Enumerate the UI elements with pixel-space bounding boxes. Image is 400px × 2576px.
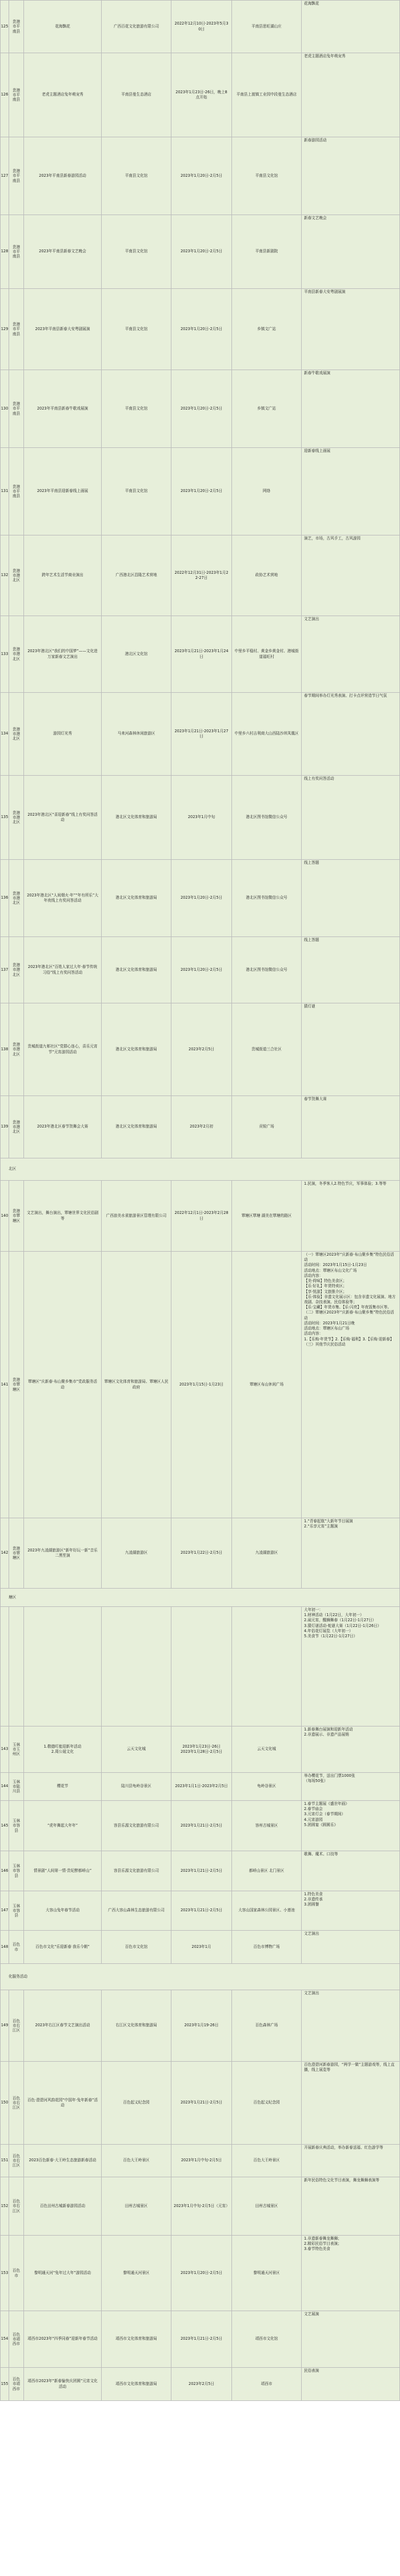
row-city: 贵港市港北区 [9, 693, 24, 776]
activity-place: 都峤山景区 北门景区 [232, 1851, 302, 1891]
organizer: 港北区文化馆 [102, 616, 171, 693]
activity-detail: 线上答题 [302, 860, 400, 937]
row-number: 148 [0, 1931, 9, 1964]
activity-time: 2022年12月1日-2023年2月28日 [171, 1181, 232, 1252]
row-city: 百色市靖西市 [9, 2368, 24, 2401]
row-number: 150 [0, 2062, 9, 2145]
activity-detail: 线上答题 [302, 937, 400, 1003]
activity-place: 覃塘区布山休闲广场 [232, 1252, 302, 1518]
row-number: 126 [0, 53, 9, 137]
activity-place: 龟岭谷景区 [232, 1773, 302, 1801]
activity-detail: 开展新春庆典活动，举办新春送福、红色游学等 [302, 2145, 400, 2177]
activity-name: 2023年平南县迎新春线上画展 [24, 448, 102, 535]
row-city: 贵港市港北区 [9, 535, 24, 616]
activity-name: 2023年右江区春节文艺演出活动 [24, 1990, 102, 2062]
activity-detail: 百色澄碧河新春游园，“两学一做”主题游戏等，线上直播，线上展览等 [302, 2062, 400, 2145]
row-number: 139 [0, 1096, 9, 1158]
activity-place: 靖西市 [232, 2368, 302, 2401]
row-number: 132 [0, 535, 9, 616]
activity-name: 百色·澄碧河风韵花园“中国年·兔年新春”活动 [24, 2062, 102, 2145]
activity-detail: 新春文艺晚会 [302, 215, 400, 289]
activity-detail: 新春牛歌戏展演 [302, 370, 400, 448]
row-number: 129 [0, 289, 9, 370]
row-city: 玉林市容县 [9, 1851, 24, 1891]
activity-name: 2023年港北区“我们的中国梦”——文化进万家新春文艺演出 [24, 616, 102, 693]
organizer: 港北区文化体育和旅游局 [102, 937, 171, 1003]
activity-detail: 新春游园活动 [302, 137, 400, 215]
activity-place: 百色市博物广场 [232, 1931, 302, 1964]
activity-place: 百色大王岭景区 [232, 2145, 302, 2177]
row-city: 贵港市港北区 [9, 616, 24, 693]
row-number: 136 [0, 860, 9, 937]
section-separator: 北区 [0, 1158, 400, 1181]
activity-name: 2023年平南县新春大安粤剧展演 [24, 289, 102, 370]
activity-time: 2023年1月21日-2月5日 [171, 1891, 232, 1931]
activity-time: 2023年1月中旬 [171, 776, 232, 860]
row-city: 贵港市港北区 [9, 776, 24, 860]
row-number: 125 [0, 0, 9, 53]
activity-detail: 春节期间举办灯光秀表演、打卡点评营造节日气氛 [302, 693, 400, 776]
row-number: 152 [0, 2177, 9, 2236]
activity-name [24, 1607, 102, 1726]
organizer [102, 1607, 171, 1726]
organizer: 覃塘区文化体育和旅游局、覃塘区人民政府 [102, 1252, 171, 1518]
activity-name: 2023年港北区“人间烟火·年”“年有所乐”大年夜线上有奖问答活动 [24, 860, 102, 937]
row-city: 贵港市平南县 [9, 370, 24, 448]
activity-time: 2023年1月20日-2月5日 [171, 937, 232, 1003]
activity-name: 2023年九凌湖旅游区“新年好玩一新”音乐二黑笙演 [24, 1518, 102, 1589]
activity-name: 2023百色新春·大王岭生态旅游新春活动 [24, 2145, 102, 2177]
organizer: 右江区文化体育和旅游局 [102, 1990, 171, 2062]
activity-place: 大容山国家森林公园景区、小莲池 [232, 1891, 302, 1931]
activity-place: 平南县上渡镇工业园中段曼生态酒店 [232, 53, 302, 137]
organizer: 广西大容山森林生态旅游有限公司 [102, 1891, 171, 1931]
row-number: 143 [0, 1726, 9, 1773]
activity-time: 2022年12月31日-2023年1月22-27日 [171, 535, 232, 616]
organizer: 靖西市文化体育和旅游局 [102, 2368, 171, 2401]
row-number: 131 [0, 448, 9, 535]
activity-name: 樱花节 [24, 1773, 102, 1801]
activity-time: 2023年1月22日-2月5日 [171, 1518, 232, 1589]
activity-place: 乡镇文广站 [232, 370, 302, 448]
activity-place: 中里乡平稳村、黄金乡黄金村、港城街道福旺村 [232, 616, 302, 693]
row-number: 137 [0, 937, 9, 1003]
activity-time: 2023年2月5日 [171, 2368, 232, 2401]
activity-place [232, 1607, 302, 1726]
row-city: 玉林市容县 [9, 1801, 24, 1851]
row-number: 154 [0, 2311, 9, 2368]
activity-detail: 民俗表演 [302, 2368, 400, 2401]
section-separator: 化服务活动 [0, 1964, 400, 1990]
row-city: 百色市右江区 [9, 2062, 24, 2145]
row-number: 149 [0, 1990, 9, 2062]
activity-place: 港北区图书馆微信公众号 [232, 860, 302, 937]
row-city: 贵港市港北区 [9, 937, 24, 1003]
activity-place: 田州古城景区 [232, 2177, 302, 2236]
row-city [9, 1607, 24, 1726]
activity-place: 贡锐广场 [232, 1096, 302, 1158]
organizer: 平南县文化馆 [102, 137, 171, 215]
row-city: 贵港市平南县 [9, 53, 24, 137]
activity-name: 1.敬德叮能迎新年活动 2.周公诞文化 [24, 1726, 102, 1773]
activity-name: 2023年平南县新春文艺晚会 [24, 215, 102, 289]
activity-time: 2023年1月20日-2月5日 [171, 215, 232, 289]
organizer: 平南县文化馆 [102, 215, 171, 289]
row-city: 百色市 [9, 2236, 24, 2311]
activity-time: 2023年2月5日 [171, 1003, 232, 1096]
activity-name: 跨年艺术生活节商业演出 [24, 535, 102, 616]
organizer: 广西港北区昌隆艺术营地 [102, 535, 171, 616]
row-number: 153 [0, 2236, 9, 2311]
activity-detail: 花海飘花 [302, 0, 400, 53]
row-city: 贵港市平南县 [9, 0, 24, 53]
activity-time: 2023年1月21日-2023年1月27日 [171, 693, 232, 776]
activity-time: 2023年1月23日-26日，晚上8点开始 [171, 53, 232, 137]
organizer: 港北区文化体育和旅游局 [102, 776, 171, 860]
activity-place: 百色起义纪念园 [232, 2062, 302, 2145]
activity-name: 2023年平南县新春游园活动 [24, 137, 102, 215]
row-city: 贵港市平南县 [9, 215, 24, 289]
row-number [0, 1607, 9, 1726]
row-city: 贵港市覃塘区 [9, 1252, 24, 1518]
organizer: 港北区文化体育和旅游局 [102, 1096, 171, 1158]
activity-place: 百色森林广场 [232, 1990, 302, 2062]
organizer: 平南县曼生态酒店 [102, 53, 171, 137]
activity-place: 云天文化城 [232, 1726, 302, 1773]
activity-detail: 文艺展演 [302, 2311, 400, 2368]
activity-name: 情景剧“人间第一情·贵妃醉都峤山” [24, 1851, 102, 1891]
activity-detail: 文艺演出 [302, 1931, 400, 1964]
row-city: 贵港市平南县 [9, 137, 24, 215]
activity-time: 2023年1月23日-26日 2023年1月28日-2月5日 [171, 1726, 232, 1773]
organizer: 云天文化城 [102, 1726, 171, 1773]
activity-detail: 春节贺舞大赛 [302, 1096, 400, 1158]
activity-time: 2023年1月20日-2月5日 [171, 137, 232, 215]
row-city: 贵港市港北区 [9, 860, 24, 937]
activity-name: 2023年港北区“百姓人家过大年·春节传统习俗”线上有奖问答活动 [24, 937, 102, 1003]
activity-time: 2023年1月20日-2月5日 [171, 860, 232, 937]
row-number: 146 [0, 1851, 9, 1891]
activity-detail: 新年民俗特色文化节目表演，舞龙舞狮表演等 [302, 2177, 400, 2236]
organizer: 九凌湖旅游区 [102, 1518, 171, 1589]
activity-name: 文艺演出，舞台演出，覃塘世界文化民俗剧等 [24, 1181, 102, 1252]
activity-time: 2023年1月21日-2月5日 [171, 1851, 232, 1891]
section-separator: 塘区 [0, 1589, 400, 1607]
organizer: 平南县文化馆 [102, 448, 171, 535]
row-city: 贵港市平南县 [9, 448, 24, 535]
activity-time: 2023年1月21日-2023年1月24日 [171, 616, 232, 693]
organizer: 百色市文化馆 [102, 1931, 171, 1964]
row-number: 141 [0, 1252, 9, 1518]
row-city: 百色市靖西市 [9, 2311, 24, 2368]
activity-time: 2023年1月 [171, 1931, 232, 1964]
row-number: 144 [0, 1773, 9, 1801]
activity-detail: 演艺，市场，古风手工，古风游园 [302, 535, 400, 616]
activity-detail: 迎新春线上画展 [302, 448, 400, 535]
row-number: 134 [0, 693, 9, 776]
activity-place: 贵城街道三合社区 [232, 1003, 302, 1096]
row-city: 贵港市港北区 [9, 1096, 24, 1158]
activity-name: 百色市文化“乐迎新春 我乐今朝” [24, 1931, 102, 1964]
row-city: 贵港市平南县 [9, 289, 24, 370]
organizer: 港北区文化体育和旅游局 [102, 860, 171, 937]
activity-detail: （一）覃塘区2023年“庆新春·布山聚乡集”特色民俗活动 活动时间：2023年1月15日-1月23日 活动地点：覃塘区布山文化广场 活动内容： 【美·荷味】特色美食区； 【乐·好礼】年货特卖区； 【享·悦游】文旅推介区； 【乐·体验】非遗文化展示区：包含非遗文化展演、地方戏剧、杂技表演、民俗体验等； 【乐·宝藏】年货市集、【乐·闪亮】年夜饭集市区等。 （二）覃塘区2023年“庆新春·布山聚乡集”特色民俗活动 活动时间：2023年1月21日晚 活动地点：覃塘区布山广场 活动内容： 1.【乐购·年货节】2.【乐购·福利】3.【乐购·迎新春】 （三）其他节庆民俗活动 [302, 1252, 400, 1518]
activity-time: 2023年1月21日-2月5日 [171, 2311, 232, 2368]
organizer: 百色起义纪念园 [102, 2062, 171, 2145]
activity-name: 花海飘花 [24, 0, 102, 53]
activity-name: 靖西市2023年“新春愉快庆团圆”元宵文化活动 [24, 2368, 102, 2401]
row-number: 138 [0, 1003, 9, 1096]
activity-place: 中里乡六村吉利商大山西陆沙坝凤凰区 [232, 693, 302, 776]
row-number: 135 [0, 776, 9, 860]
organizer: 黎明通天河景区 [102, 2236, 171, 2311]
activity-name: 百色田州古城新春游园活动 [24, 2177, 102, 2236]
activity-time: 2023年1月20日-2月5日 [171, 448, 232, 535]
activity-place: 网络 [232, 448, 302, 535]
activity-detail: 1.特色美食 2.非遗传承 3.团圆餐 [302, 1891, 400, 1931]
activity-detail: 大年初一： 1.财神活动（1月22日，大年初一） 2.闹元宵，醒狮舞春（1月22日-1月27日） 3.猜灯谜活动-蛇谜大赛（1月22日-1月26日） 4.年俗花灯展览（大年初一） 5.美食节（1月22日-1月27日） [302, 1607, 400, 1726]
organizer: 容县乐源文化旅游有限公司 [102, 1851, 171, 1891]
activity-time: 2023年1月中旬-2月5日 [171, 2145, 232, 2177]
row-city: 玉林市玉州区 [9, 1726, 24, 1773]
row-number: 155 [0, 2368, 9, 2401]
activity-time: 2023年1月21日-2月5日 [171, 2062, 232, 2145]
activity-time: 2023年1月20日-2月5日 [171, 370, 232, 448]
activity-place: 平南县文化馆 [232, 137, 302, 215]
activity-time: 2023年1月1日-2023年2月5日 [171, 1773, 232, 1801]
activity-place: 港北区图书馆微信公众号 [232, 937, 302, 1003]
activity-name: 贵城街道九邨社区“党群心连心，喜乐元宵节”元宵游园活动 [24, 1003, 102, 1096]
organizer: 广西百花文化旅游有限公司 [102, 0, 171, 53]
organizer: 港北区文化体育和旅游局 [102, 1003, 171, 1096]
row-city: 玉林市陆川县 [9, 1773, 24, 1801]
organizer: 百色大王岭景区 [102, 2145, 171, 2177]
activity-time: 2023年1月21日-2月5日 [171, 1801, 232, 1851]
organizer: 平南县文化馆 [102, 370, 171, 448]
activity-name: 游园灯光秀 [24, 693, 102, 776]
activity-detail: 举办樱花节，送出门票1000张 （每场50张） [302, 1773, 400, 1801]
activity-time: 2023年1月19-26日 [171, 1990, 232, 2062]
activity-name: 2023年港北区春节贺舞会大赛 [24, 1096, 102, 1158]
organizer: 容县乐源文化旅游有限公司 [102, 1801, 171, 1851]
activity-place: 黎明通天河景区 [232, 2236, 302, 2311]
activity-detail: 文艺演出 [302, 616, 400, 693]
activity-detail: 1.民演，冬季客人2.特色节庆，军事体验；3.等等 [302, 1181, 400, 1252]
row-city: 贵港市港北区 [9, 1003, 24, 1096]
activity-name: 靖西市2023年“四季同春”迎新年春节活动 [24, 2311, 102, 2368]
activity-name: 大容山兔年春节活动 [24, 1891, 102, 1931]
organizer: 田州古城景区 [102, 2177, 171, 2236]
activity-detail: 1.春节主题展《盛世年画》 2.春节庙会 3.元宵灯会（春节期间） 4.元宵游园 5.团圆宴《圆圆乐》 [302, 1801, 400, 1851]
row-city: 百色市右江区 [9, 2145, 24, 2177]
row-number: 147 [0, 1891, 9, 1931]
activity-name: 覃塘区“庆新春·布山聚乡集市”党政服务活动 [24, 1252, 102, 1518]
activity-detail: 1.新春舞台展演和迎新年活动 2.非遗展示、非遗产品展销 [302, 1726, 400, 1773]
activity-place: 平南县思旺湖山庄 [232, 0, 302, 53]
row-number: 145 [0, 1801, 9, 1851]
activity-time: 2023年1月20日-2月5日 [171, 289, 232, 370]
activity-name: “虎年舞起大年年” [24, 1801, 102, 1851]
activity-name: 黎明通天河“兔年过大年”游园活动 [24, 2236, 102, 2311]
activity-detail: 歌舞、魔术、口技等 [302, 1851, 400, 1891]
activity-name: 2023年平南县新春牛歌戏展演 [24, 370, 102, 448]
activity-time: 2023年1月中旬-2月5日（元宵） [171, 2177, 232, 2236]
activity-detail: 线上有奖问答活动 [302, 776, 400, 860]
row-city: 贵港市覃塘区 [9, 1518, 24, 1589]
row-city: 百色市 [9, 1931, 24, 1964]
activity-time: 2023年1月20日-2月5日 [171, 2236, 232, 2311]
activity-name: 老虎主题酒店兔年萌宠秀 [24, 53, 102, 137]
activity-place: 九凌湖旅游区 [232, 1518, 302, 1589]
row-number: 133 [0, 616, 9, 693]
row-number: 151 [0, 2145, 9, 2177]
activity-time [171, 1607, 232, 1726]
row-number: 140 [0, 1181, 9, 1252]
activity-detail: 1.“青春起航”大新年节目展演 2.“乐享元宵”主题演 [302, 1518, 400, 1589]
row-number: 127 [0, 137, 9, 215]
activity-time: 2022年12月10日-2023年5月30日 [171, 0, 232, 53]
activity-detail: 文艺演出 [302, 1990, 400, 2062]
activity-detail: 猜灯谜 [302, 1003, 400, 1096]
activity-place: 覃塘区覃塘 湖美在覃塘的路区 [232, 1181, 302, 1252]
activity-place: 靖西市文化馆 [232, 2311, 302, 2368]
organizer: 平南县文化馆 [102, 289, 171, 370]
row-number: 142 [0, 1518, 9, 1589]
activity-place: 容州古城景区 [232, 1801, 302, 1851]
row-city: 百色市右江区 [9, 2177, 24, 2236]
activity-place: 政协艺术营地 [232, 535, 302, 616]
row-city: 百色市右江区 [9, 1990, 24, 2062]
activity-place: 港北区图书馆微信公众号 [232, 776, 302, 860]
activity-detail: 平南县新春大安粤剧展演 [302, 289, 400, 370]
activity-place: 乡镇文广站 [232, 289, 302, 370]
row-number: 128 [0, 215, 9, 289]
organizer: 马来河森林休闲旅游区 [102, 693, 171, 776]
activity-place: 平南县新剧院 [232, 215, 302, 289]
organizer: 广西浪美水雀旅游景区管理有限公司 [102, 1181, 171, 1252]
activity-detail: 老虎主题酒店兔年萌宠秀 [302, 53, 400, 137]
activity-name: 2023年港北区“喜迎新春”线上有奖问答活动 [24, 776, 102, 860]
organizer: 靖西市文化体育和旅游局 [102, 2311, 171, 2368]
row-city: 玉林市容县 [9, 1891, 24, 1931]
row-number: 130 [0, 370, 9, 448]
activity-time: 2023年1月15日-1月23日 [171, 1252, 232, 1518]
activity-time: 2023年2月初 [171, 1096, 232, 1158]
activity-detail: 1.非遗新春舞龙舞狮； 2.精彩民俗节目表演； 3.春节特色美食 [302, 2236, 400, 2311]
row-city: 贵港市覃塘区 [9, 1181, 24, 1252]
organizer: 陆川县龟岭谷景区 [102, 1773, 171, 1801]
